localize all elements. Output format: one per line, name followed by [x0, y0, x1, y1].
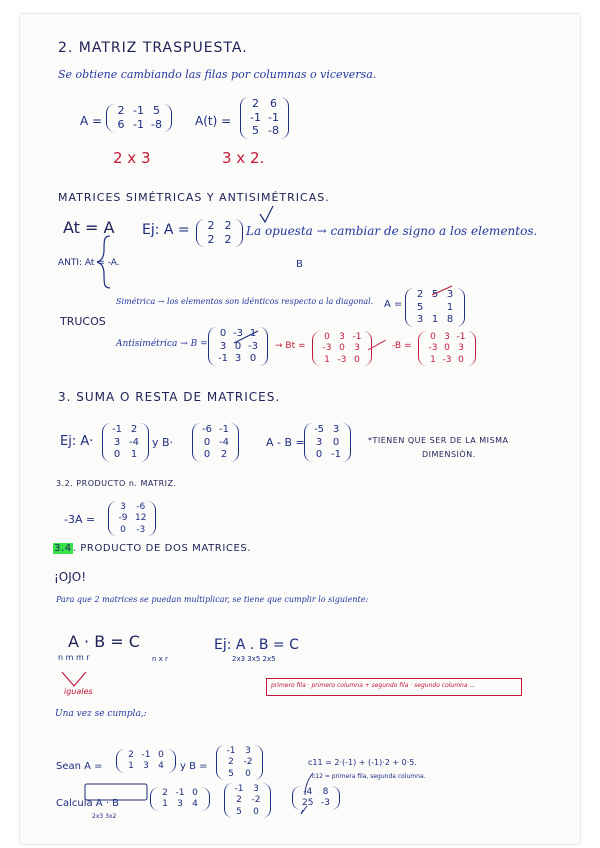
antisymmetric-trick: Antisimétrica → B = — [116, 339, 208, 349]
same-dimension-note-2: DIMENSIÓN. — [422, 450, 476, 459]
notebook-page — [20, 14, 580, 844]
calc-matrix-b: -1 3 2 -2 5 0 — [224, 783, 271, 818]
product-matrix-a: 2 -1 0 1 3 4 — [116, 749, 176, 773]
product-matrix-b: -1 3 2 -2 5 0 — [216, 745, 263, 780]
symmetric-example-label: Ej: A = — [142, 222, 190, 238]
section-34-number: 3.4 — [54, 543, 72, 554]
same-dimension-note: *TIENEN QUE SER DE LA MISMA — [368, 436, 509, 445]
difference-matrix: -5 3 3 0 0 -1 — [304, 423, 351, 462]
scalar-product-matrix: 3 -6 -9 12 0 -3 — [108, 501, 156, 536]
symmetric-equation: At = A — [63, 218, 115, 237]
section-3-title: 3. SUMA O RESTA DE MATRICES. — [58, 390, 281, 404]
trucos-label: TRUCOS — [60, 315, 106, 328]
calculate-label: Calcula A · B — [56, 798, 120, 809]
antisymmetric-definition: ANTI: At = -A. — [58, 258, 120, 268]
and-b-label: y B = — [180, 761, 208, 772]
c12-note: c12 = primera fila, segunda columna. — [312, 773, 426, 780]
let-a-label: Sean A = — [56, 761, 103, 772]
opposite-note: La opuesta → cambiar de signo a los elementos. — [246, 224, 538, 238]
section-32-title: 3.2. PRODUCTO n. MATRIZ. — [56, 479, 177, 488]
ojo-warning: ¡OJO! — [54, 570, 87, 584]
symmetric-title: MATRICES SIMÉTRICAS Y ANTISIMÉTRICAS. — [58, 191, 330, 204]
matrix-a-symmetric: 2 5 3 5 1 3 1 8 — [405, 288, 465, 327]
calc-matrix-a: 2 -1 0 1 3 4 — [150, 787, 210, 811]
product-formula-dims: n m m r — [58, 653, 90, 662]
matrix-a-transpose-label: A(t) = — [195, 114, 232, 128]
sum-matrix-a: -1 2 3 -4 0 1 — [102, 423, 149, 462]
section-2-title: 2. MATRIZ TRASPUESTA. — [58, 40, 248, 56]
scalar-product-label: -3A = — [64, 513, 96, 526]
dimension-2x3: 2 x 3 — [113, 149, 151, 167]
dimension-3x2: 3 x 2. — [222, 149, 265, 167]
difference-label: A - B = — [266, 436, 305, 449]
section-34-title-text: . PRODUCTO DE DOS MATRICES. — [72, 543, 252, 554]
product-result-dim: n x r — [152, 655, 168, 663]
matrix-b: 0 -3 1 3 0 -3 -1 3 0 — [208, 327, 268, 366]
matrix-minus-b-label: -B = — [392, 341, 412, 351]
symmetric-example-matrix: 2 2 2 2 — [196, 219, 243, 247]
sum-example-label: Ej: A· — [60, 434, 94, 449]
once-condition: Una vez se cumpla,: — [55, 709, 147, 719]
matrix-a-label: A = — [80, 114, 103, 128]
section-34-title — [53, 544, 251, 554]
product-example: Ej: A . B = C — [214, 637, 299, 653]
calculate-dims: 2x3 3x2 — [92, 813, 117, 820]
symmetric-trick: Simétrica → los elementos son idénticos respecto a la diagonal. — [116, 297, 374, 306]
rule-box-text: primero fila · primero columna + segundo fila · segundo columna ... — [271, 682, 476, 689]
matrix-a-transpose: 2 6 -1 -1 5 -8 — [240, 97, 289, 139]
multiplication-condition: Para que 2 matrices se puedan multiplicar, se tiene que cumplir lo siguiente: — [56, 595, 369, 604]
matrix-a-sym-label: A = — [384, 299, 403, 310]
matrix-a: 2 -1 5 6 -1 -8 — [106, 104, 172, 132]
matrix-bt-label: → Bt = — [275, 341, 306, 351]
equal-dims-note: iguales — [64, 687, 93, 696]
section-2-description: Se obtiene cambiando las filas por columnas o viceversa. — [58, 68, 377, 81]
c11-computation: c11 = 2·(-1) + (-1)·2 + 0·5. — [308, 758, 417, 767]
sum-matrix-b: -6 -1 0 -4 0 2 — [192, 423, 239, 462]
matrix-b-transpose: 0 3 -1 -3 0 3 1 -3 0 — [312, 331, 372, 366]
product-example-dims: 2x3 3x5 2x5 — [232, 655, 276, 663]
result-matrix: -4 8 25 -3 — [292, 786, 340, 810]
product-formula: A · B = C — [68, 632, 140, 651]
label-b: B — [296, 259, 303, 270]
matrix-minus-b: 0 3 -1 -3 0 3 1 -3 0 — [418, 331, 476, 366]
sum-and-b-label: y B· — [152, 436, 174, 449]
